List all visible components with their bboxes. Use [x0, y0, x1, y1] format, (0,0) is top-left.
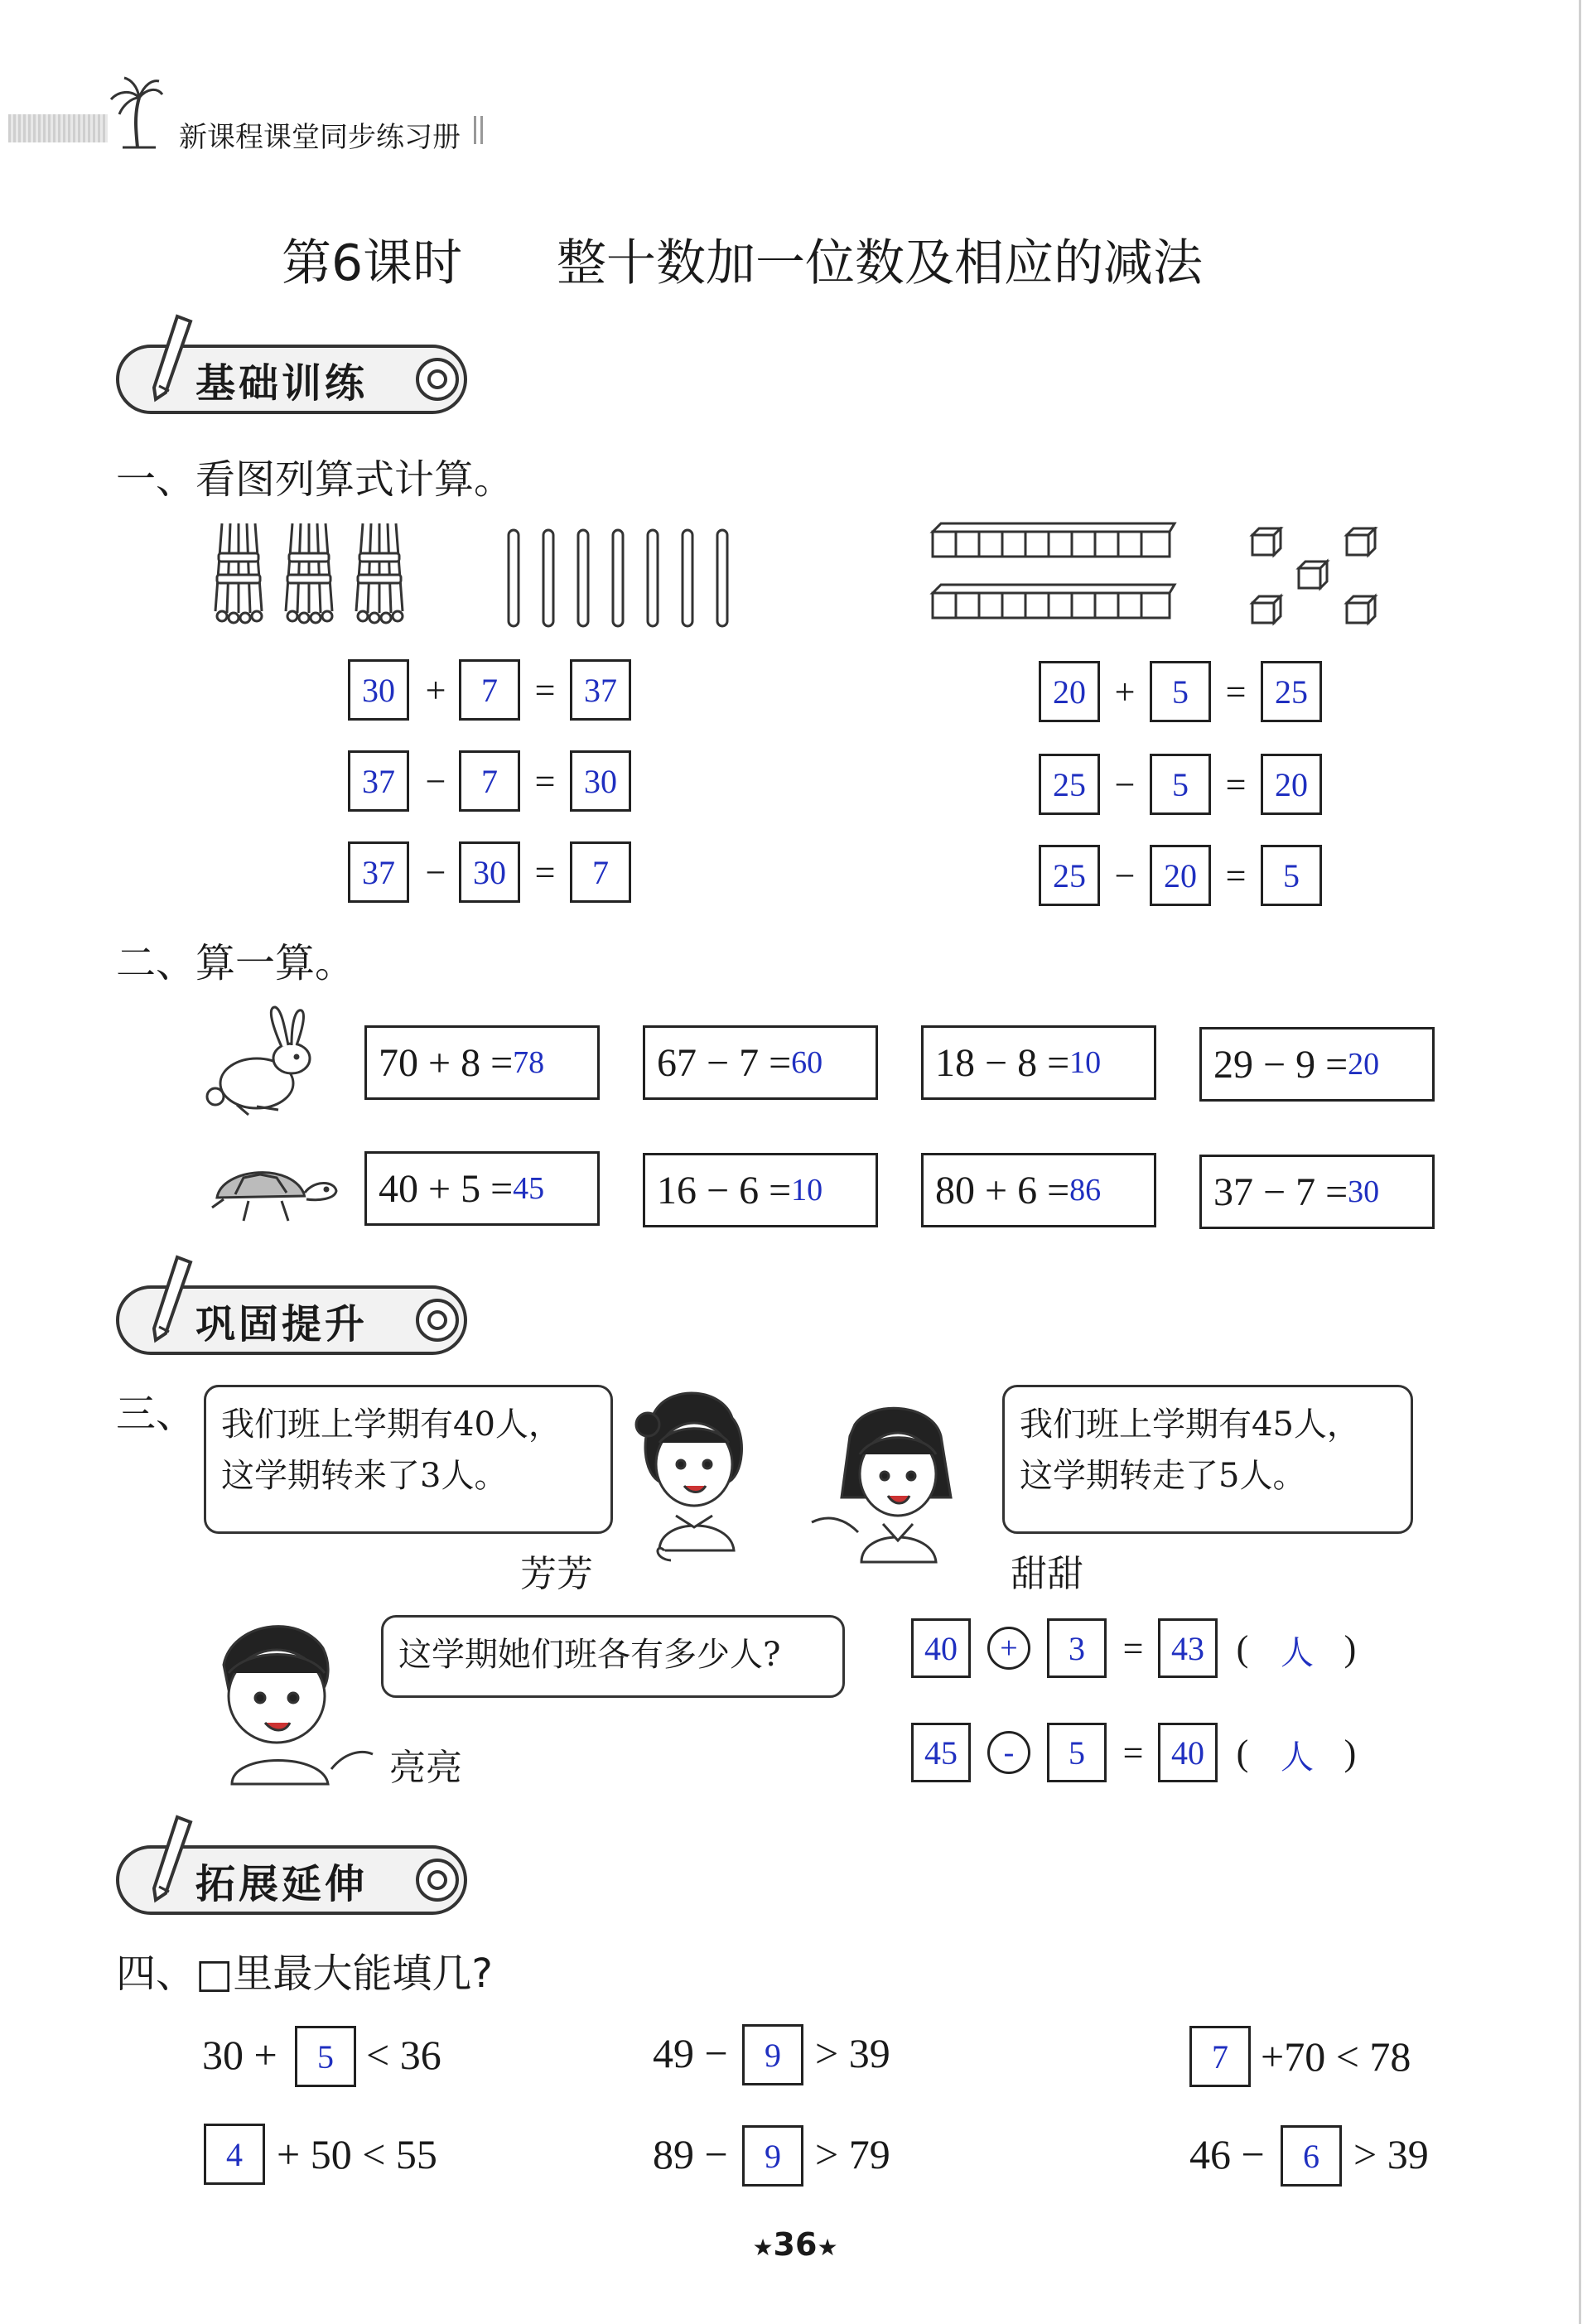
ineq-suffix: < 36 — [366, 2032, 441, 2078]
star-icon: ★ — [817, 2234, 838, 2261]
calc-answer[interactable]: 10 — [791, 1173, 823, 1208]
calc-answer[interactable]: 45 — [513, 1171, 545, 1206]
answer-box[interactable]: 37 — [348, 750, 409, 812]
answer-box[interactable]: 20 — [1150, 845, 1211, 906]
answer-box[interactable]: 7 — [459, 659, 520, 721]
close-paren: ) — [1344, 1732, 1357, 1773]
book-title: 新课程课堂同步练习册 — [179, 121, 461, 154]
header-bar — [8, 114, 108, 142]
calc-answer[interactable]: 78 — [513, 1045, 545, 1080]
rabbit-icon — [199, 1004, 323, 1121]
calc-answer[interactable]: 20 — [1348, 1047, 1380, 1082]
calc-answer[interactable]: 30 — [1348, 1174, 1380, 1209]
page-number-value: 36 — [773, 2226, 818, 2263]
answer-box[interactable]: 20 — [1039, 661, 1100, 722]
bubble-line: 这学期转来了3人。 — [221, 1457, 508, 1495]
operator: − — [425, 760, 446, 802]
ineq-prefix: 49 − — [653, 2030, 728, 2076]
equals-sign: = — [1122, 1627, 1144, 1669]
close-paren: ) — [1344, 1627, 1357, 1669]
equals-sign: = — [1225, 671, 1247, 712]
answer-box[interactable]: 7 — [1189, 2026, 1251, 2087]
calc-card — [1199, 1155, 1435, 1229]
speech-bubble-tiantian — [1002, 1385, 1413, 1534]
calc-answer[interactable]: 86 — [1069, 1173, 1102, 1208]
calc-expression: 67 − 7 = — [657, 1040, 792, 1085]
unit-answer[interactable]: 人 — [1281, 1738, 1314, 1777]
answer-box[interactable]: 30 — [348, 659, 409, 721]
calc-answer[interactable]: 10 — [1069, 1045, 1102, 1080]
ring-icon — [416, 1299, 459, 1342]
calc-card — [921, 1153, 1156, 1227]
section-label: 巩固提升 — [195, 1300, 369, 1348]
name-tiantian: 甜甜 — [1011, 1553, 1083, 1595]
ten-rods-icon — [929, 522, 1178, 629]
answer-box[interactable]: 5 — [1150, 661, 1211, 722]
answer-box[interactable]: 25 — [1261, 661, 1322, 722]
answer-box[interactable]: 9 — [742, 2125, 803, 2187]
ineq-prefix: 46 − — [1189, 2131, 1265, 2177]
lesson-title: 整十数加一位数及相应的减法 — [557, 234, 1203, 292]
pencil-icon — [141, 313, 199, 404]
page-edge — [1579, 0, 1581, 2324]
calc-expression: 70 + 8 = — [379, 1040, 514, 1085]
calc-card — [921, 1025, 1156, 1100]
question-3-heading: 三、 — [116, 1391, 196, 1437]
equals-sign: = — [534, 669, 556, 711]
calc-card — [643, 1025, 878, 1100]
operator-circle[interactable]: + — [987, 1627, 1030, 1670]
pencil-icon — [141, 1814, 199, 1905]
section-label: 基础训练 — [195, 359, 369, 407]
unit-cubes-icon — [1247, 527, 1380, 634]
stick-bundles-icon — [207, 520, 422, 628]
ring-icon — [416, 358, 459, 401]
speech-bubble-fangfang — [204, 1385, 613, 1534]
girl-tiantian-illustration — [808, 1400, 974, 1565]
name-fangfang: 芳芳 — [520, 1553, 593, 1595]
calc-expression: 29 − 9 = — [1213, 1042, 1348, 1087]
single-sticks-icon — [505, 527, 737, 631]
equals-sign: = — [534, 760, 556, 802]
calc-card — [364, 1151, 600, 1226]
page-number — [745, 2226, 845, 2263]
answer-box[interactable]: 30 — [570, 750, 631, 812]
answer-box[interactable]: 20 — [1261, 754, 1322, 815]
question-2-heading: 二、算一算。 — [116, 940, 355, 986]
ineq-prefix: 89 − — [653, 2131, 728, 2177]
answer-box[interactable]: 40 — [1158, 1723, 1218, 1782]
ineq-suffix: +70 < 78 — [1261, 2033, 1411, 2080]
operator: − — [425, 851, 446, 893]
calc-expression: 18 − 8 = — [935, 1040, 1070, 1085]
answer-box[interactable]: 7 — [459, 750, 520, 812]
ineq-prefix: 30 + — [202, 2032, 277, 2078]
unit-answer[interactable]: 人 — [1281, 1634, 1314, 1672]
ineq-suffix: + 50 < 55 — [277, 2131, 437, 2177]
turtle-icon — [202, 1155, 343, 1226]
answer-box[interactable]: 5 — [295, 2026, 356, 2087]
calc-card — [643, 1153, 878, 1227]
answer-box[interactable]: 9 — [742, 2024, 803, 2085]
pencil-icon — [141, 1254, 199, 1345]
answer-box[interactable]: 37 — [348, 841, 409, 903]
answer-box[interactable]: 4 — [204, 2124, 265, 2185]
answer-box[interactable]: 5 — [1047, 1723, 1107, 1782]
operator-circle[interactable]: - — [987, 1731, 1030, 1774]
calc-expression: 40 + 5 = — [379, 1166, 514, 1211]
ineq-suffix: > 79 — [815, 2131, 890, 2177]
calc-expression: 37 − 7 = — [1213, 1169, 1348, 1214]
palm-tree-icon — [106, 73, 164, 149]
calc-expression: 16 − 6 = — [657, 1168, 792, 1213]
answer-box[interactable]: 5 — [1150, 754, 1211, 815]
bubble-line: 我们班上学期有45人， — [1020, 1405, 1360, 1444]
section-label: 拓展延伸 — [195, 1860, 369, 1907]
equals-sign: = — [1225, 764, 1247, 805]
operator: − — [1114, 764, 1136, 805]
bubble-line: 这学期转走了5人。 — [1020, 1457, 1306, 1495]
question-1-heading: 一、看图列算式计算。 — [116, 456, 514, 503]
answer-box[interactable]: 25 — [1039, 754, 1100, 815]
ineq-suffix: > 39 — [815, 2030, 890, 2076]
answer-box[interactable]: 45 — [911, 1723, 971, 1782]
star-icon: ★ — [752, 2234, 774, 2261]
answer-box[interactable]: 6 — [1281, 2125, 1342, 2187]
answer-box[interactable]: 40 — [911, 1618, 971, 1678]
open-paren: ( — [1236, 1627, 1249, 1669]
speech-bubble-liangliang — [381, 1615, 845, 1698]
bubble-line: 这学期她们班各有多少人? — [398, 1636, 781, 1674]
ring-icon — [416, 1859, 459, 1902]
question-4-heading: 四、□里最大能填几? — [116, 1950, 493, 1997]
calc-answer[interactable]: 60 — [791, 1045, 823, 1080]
calc-card — [364, 1025, 600, 1100]
operator: + — [1114, 671, 1136, 712]
answer-box[interactable]: 43 — [1158, 1618, 1218, 1678]
calc-card — [1199, 1027, 1435, 1102]
answer-box[interactable]: 37 — [570, 659, 631, 721]
header-divider — [474, 116, 476, 144]
operator: + — [425, 669, 446, 711]
ineq-suffix: > 39 — [1353, 2131, 1429, 2177]
equals-sign: = — [1122, 1732, 1144, 1773]
equals-sign: = — [534, 851, 556, 893]
open-paren: ( — [1236, 1732, 1249, 1773]
answer-box[interactable]: 3 — [1047, 1618, 1107, 1678]
answer-box[interactable]: 5 — [1261, 845, 1322, 906]
operator: − — [1114, 855, 1136, 896]
answer-box[interactable]: 25 — [1039, 845, 1100, 906]
answer-box[interactable]: 30 — [459, 841, 520, 903]
bubble-line: 我们班上学期有40人， — [221, 1405, 562, 1444]
lesson-number: 第6课时 — [282, 234, 463, 292]
name-liangliang: 亮亮 — [389, 1747, 462, 1789]
answer-box[interactable]: 7 — [570, 841, 631, 903]
calc-expression: 80 + 6 = — [935, 1168, 1070, 1213]
girl-fangfang-illustration — [623, 1385, 764, 1569]
equals-sign: = — [1225, 855, 1247, 896]
boy-liangliang-illustration — [207, 1615, 381, 1786]
